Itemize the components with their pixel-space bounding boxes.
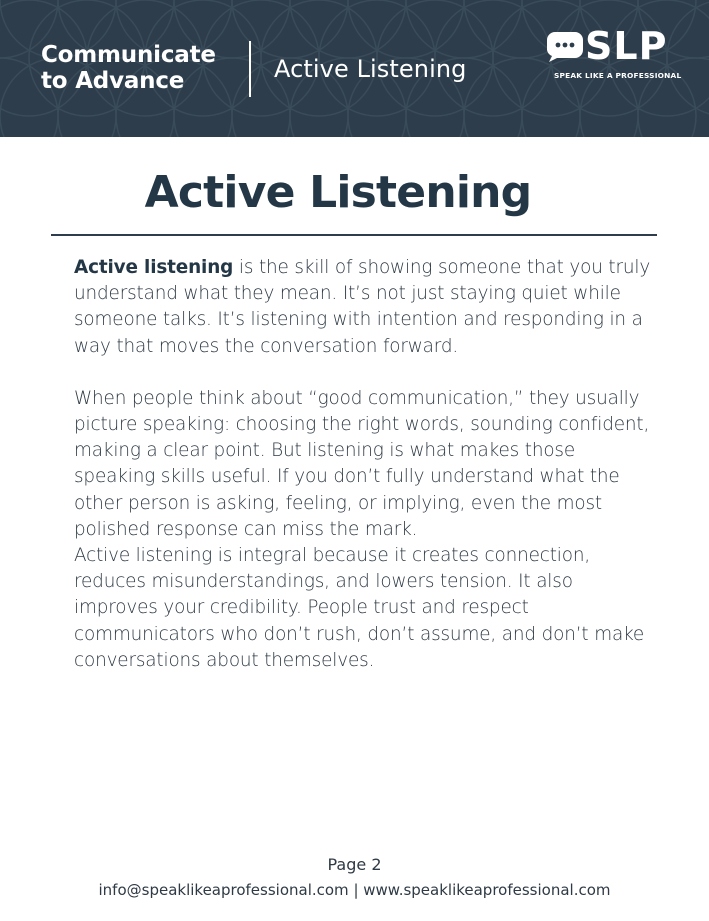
logo-tagline: SPEAK LIKE A PROFESSIONAL (554, 71, 682, 80)
page-number: Page 2 (327, 855, 382, 874)
title-underline (51, 234, 657, 236)
page-title: Active Listening (144, 167, 532, 218)
header-divider (249, 41, 251, 97)
speech-bubble-icon (547, 32, 583, 62)
paragraph-1 (74, 255, 654, 360)
slp-logo (547, 24, 687, 84)
paragraph-1-text: is the skill of showing someone that you truly understand what they mean. It’s not just staying quiet while someone talks. It’s listening with intention and responding in a way that moves the conversation forward. (74, 257, 651, 357)
header-banner (0, 0, 709, 137)
paragraph-2: When people think about “good communication,” they usually picture speaking: choosing the right words, sounding confident, making a clear point. But listening is what makes those speaking skills useful. If you don’t fully understand what the other person is asking, feeling, or implying, even the most polished response can miss the mark. (74, 387, 650, 540)
logo-letters: SLP (585, 24, 668, 68)
brand-line-2: to Advance (41, 68, 185, 94)
footer-contact: info@speaklikeaprofessional.com | www.speaklikeaprofessional.com (98, 881, 611, 899)
brand-name (41, 42, 241, 94)
body-text (74, 255, 654, 674)
header-section-title: Active Listening (274, 55, 467, 83)
paragraph-1-bold: Active listening (74, 257, 234, 278)
paragraph-3: Active listening is integral because it creates connection, reduces misunderstandings, and lowers tension. It also improves your credibility. People trust and respect communicators who don’t rush, don’t assume, and don’t make conversations about themselves. (74, 545, 645, 671)
brand-line-1: Communicate (41, 42, 216, 68)
